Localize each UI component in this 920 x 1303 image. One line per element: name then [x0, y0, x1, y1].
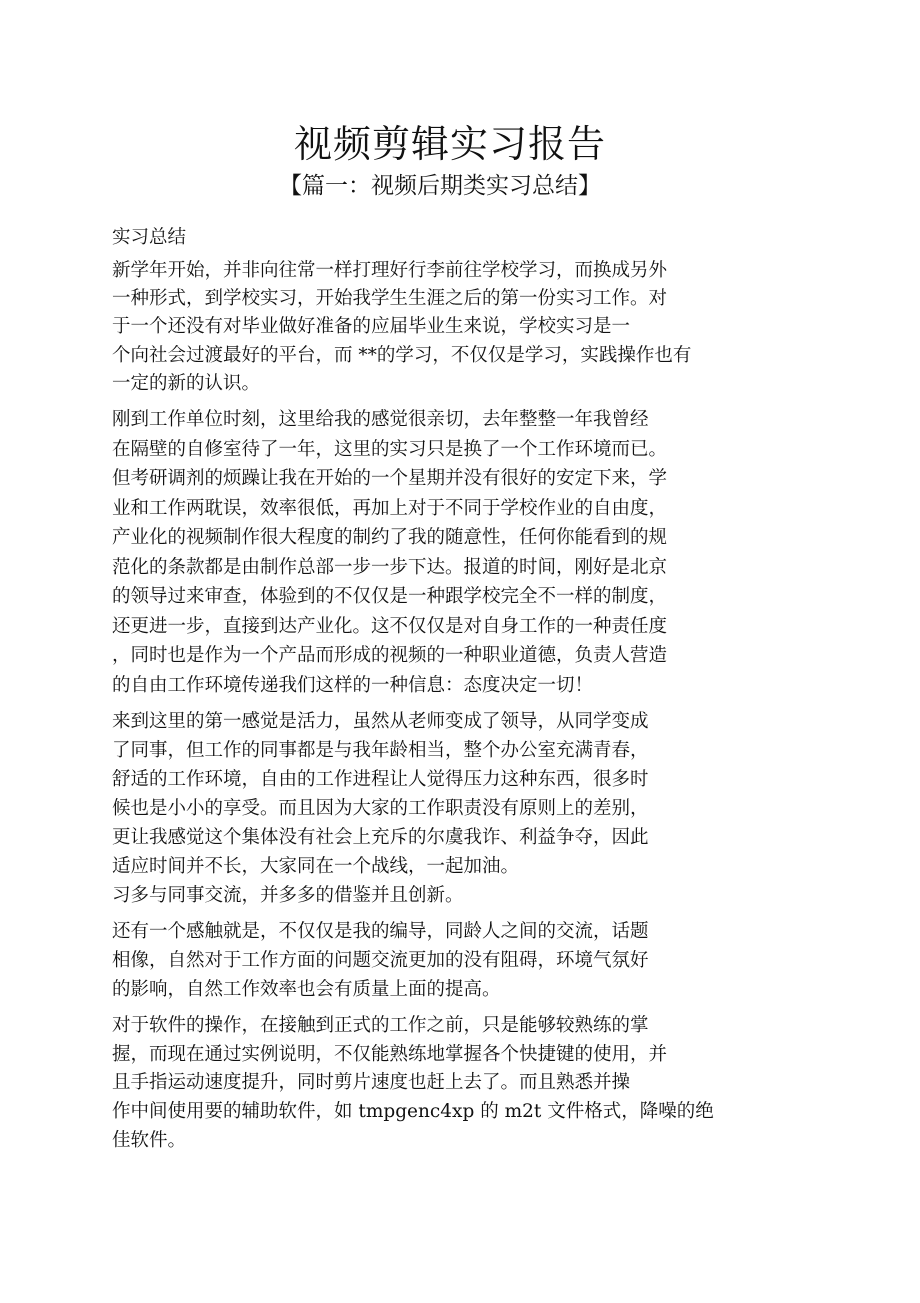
text-line: 且手指运动速度提升，同时剪片速度也赶上去了。而且熟悉并操: [112, 1072, 631, 1093]
text-line: 来到这里的第一感觉是活力，虽然从老师变成了领导，从同学变成: [112, 711, 649, 732]
text-line: 一定的新的认识。: [112, 373, 261, 394]
text-line: ，同时也是作为一个产品而形成的视频的一种职业道德，负责人营造: [112, 645, 668, 666]
text-line: 对于软件的操作，在接触到正式的工作之前，只是能够较熟练的掌: [112, 1015, 649, 1036]
text-line: 候也是小小的享受。而且因为大家的工作职责没有原则上的差别，: [112, 798, 649, 819]
text-line: 还有一个感触就是，不仅仅是我的编导，同龄人之间的交流，话题: [112, 921, 649, 942]
section-heading: 实习总结: [112, 227, 187, 248]
text-line: 个向社会过渡最好的平台，而 **的学习，不仅仅是学习，实践操作也有: [112, 345, 692, 366]
text-line: 新学年开始，并非向往常一样打理好行李前往学校学习，而换成另外: [112, 260, 668, 281]
document-subtitle: 【篇一：视频后期类实习总结】: [279, 173, 601, 199]
text-line: 产业化的视频制作很大程度的制约了我的随意性，任何你能看到的规: [112, 527, 668, 548]
text-line: 的自由工作环境传递我们这样的一种信息：态度决定一切！: [112, 675, 594, 696]
text-line: 习多与同事交流，并多多的借鉴并且创新。: [112, 885, 464, 906]
text-line: 但考研调剂的烦躁让我在开始的一个星期并没有很好的安定下来，学: [112, 468, 668, 489]
text-line: 握，而现在通过实例说明，不仅能熟练地掌握各个快捷键的使用，并: [112, 1044, 668, 1065]
text-line: 了同事，但工作的同事都是与我年龄相当，整个办公室充满青春，: [112, 740, 649, 761]
text-line: 业和工作两耽误，效率很低，再加上对于不同于学校作业的自由度，: [112, 498, 668, 519]
text-line: 作中间使用要的辅助软件，如 tmpgenc4xp 的 m2t 文件格式，降噪的绝: [112, 1101, 714, 1122]
text-line: 舒适的工作环境，自由的工作进程让人觉得压力这种东西，很多时: [112, 769, 649, 790]
text-line: 刚到工作单位时刻，这里给我的感觉很亲切，去年整整一年我曾经: [112, 409, 649, 430]
text-line: 佳软件。: [112, 1130, 187, 1151]
text-line: 范化的条款都是由制作总部一步一步下达。报道的时间，刚好是北京: [112, 557, 668, 578]
text-line: 适应时间并不长，大家同在一个战线，一起加油。: [112, 856, 520, 877]
text-line: 一种形式，到学校实习，开始我学生生涯之后的第一份实习工作。对: [112, 288, 668, 309]
document-title: 视频剪辑实习报告: [293, 122, 606, 166]
text-line: 的领导过来审查，体验到的不仅仅是一种跟学校完全不一样的制度，: [112, 586, 668, 607]
text-line: 更让我感觉这个集体没有社会上充斥的尔虞我诈、利益争夺，因此: [112, 827, 649, 848]
text-line: 还更进一步，直接到达产业化。这不仅仅是对自身工作的一种责任度: [112, 616, 668, 637]
text-line: 于一个还没有对毕业做好准备的应届毕业生来说，学校实习是一: [112, 316, 631, 337]
text-line: 在隔壁的自修室待了一年，这里的实习只是换了一个工作环境而已。: [112, 439, 668, 460]
text-line: 相像，自然对于工作方面的问题交流更加的没有阻碍，环境气氛好: [112, 950, 649, 971]
text-line: 的影响，自然工作效率也会有质量上面的提高。: [112, 979, 501, 1000]
